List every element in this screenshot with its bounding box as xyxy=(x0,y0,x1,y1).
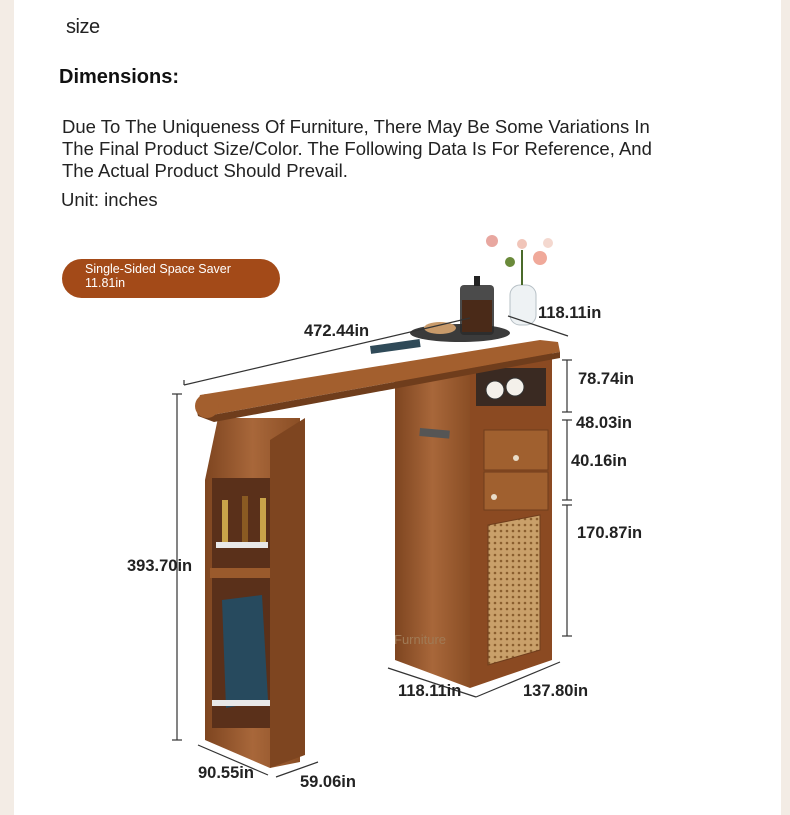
niche-height-label: 78.74in xyxy=(578,370,634,388)
size-notice-text: Due To The Uniqueness Of Furniture, There May Be Some Variations In The Final Product Size/Color. The Following Data Is For Reference, And The Actual Product Should Prevail. xyxy=(62,116,652,181)
badge-value: 11.81in xyxy=(85,276,126,290)
bottle-shelf-leg xyxy=(205,418,305,768)
drawer-section-height-label: 48.03in xyxy=(576,414,632,432)
badge-title: Single-Sided Space Saver xyxy=(85,262,231,276)
base-depth-label: 137.80in xyxy=(523,682,589,700)
leg-depth-label: 59.06in xyxy=(300,773,356,791)
drawer-height-label: 40.16in xyxy=(571,452,627,470)
base-width-label: 118.11in xyxy=(398,682,462,700)
size-label: size xyxy=(66,16,100,38)
top-depth-label: 118.11in xyxy=(538,304,602,322)
brand-watermark: Furniture xyxy=(394,632,447,647)
unit-label: Unit: inches xyxy=(61,189,158,210)
top-length-label: 472.44in xyxy=(304,322,370,340)
dimensions-heading: Dimensions: xyxy=(59,66,180,88)
total-height-label: 393.70in xyxy=(127,557,193,575)
tabletop-decor xyxy=(410,235,553,342)
leg-width-label: 90.55in xyxy=(198,764,254,782)
cabinet-height-label: 170.87in xyxy=(577,524,643,542)
